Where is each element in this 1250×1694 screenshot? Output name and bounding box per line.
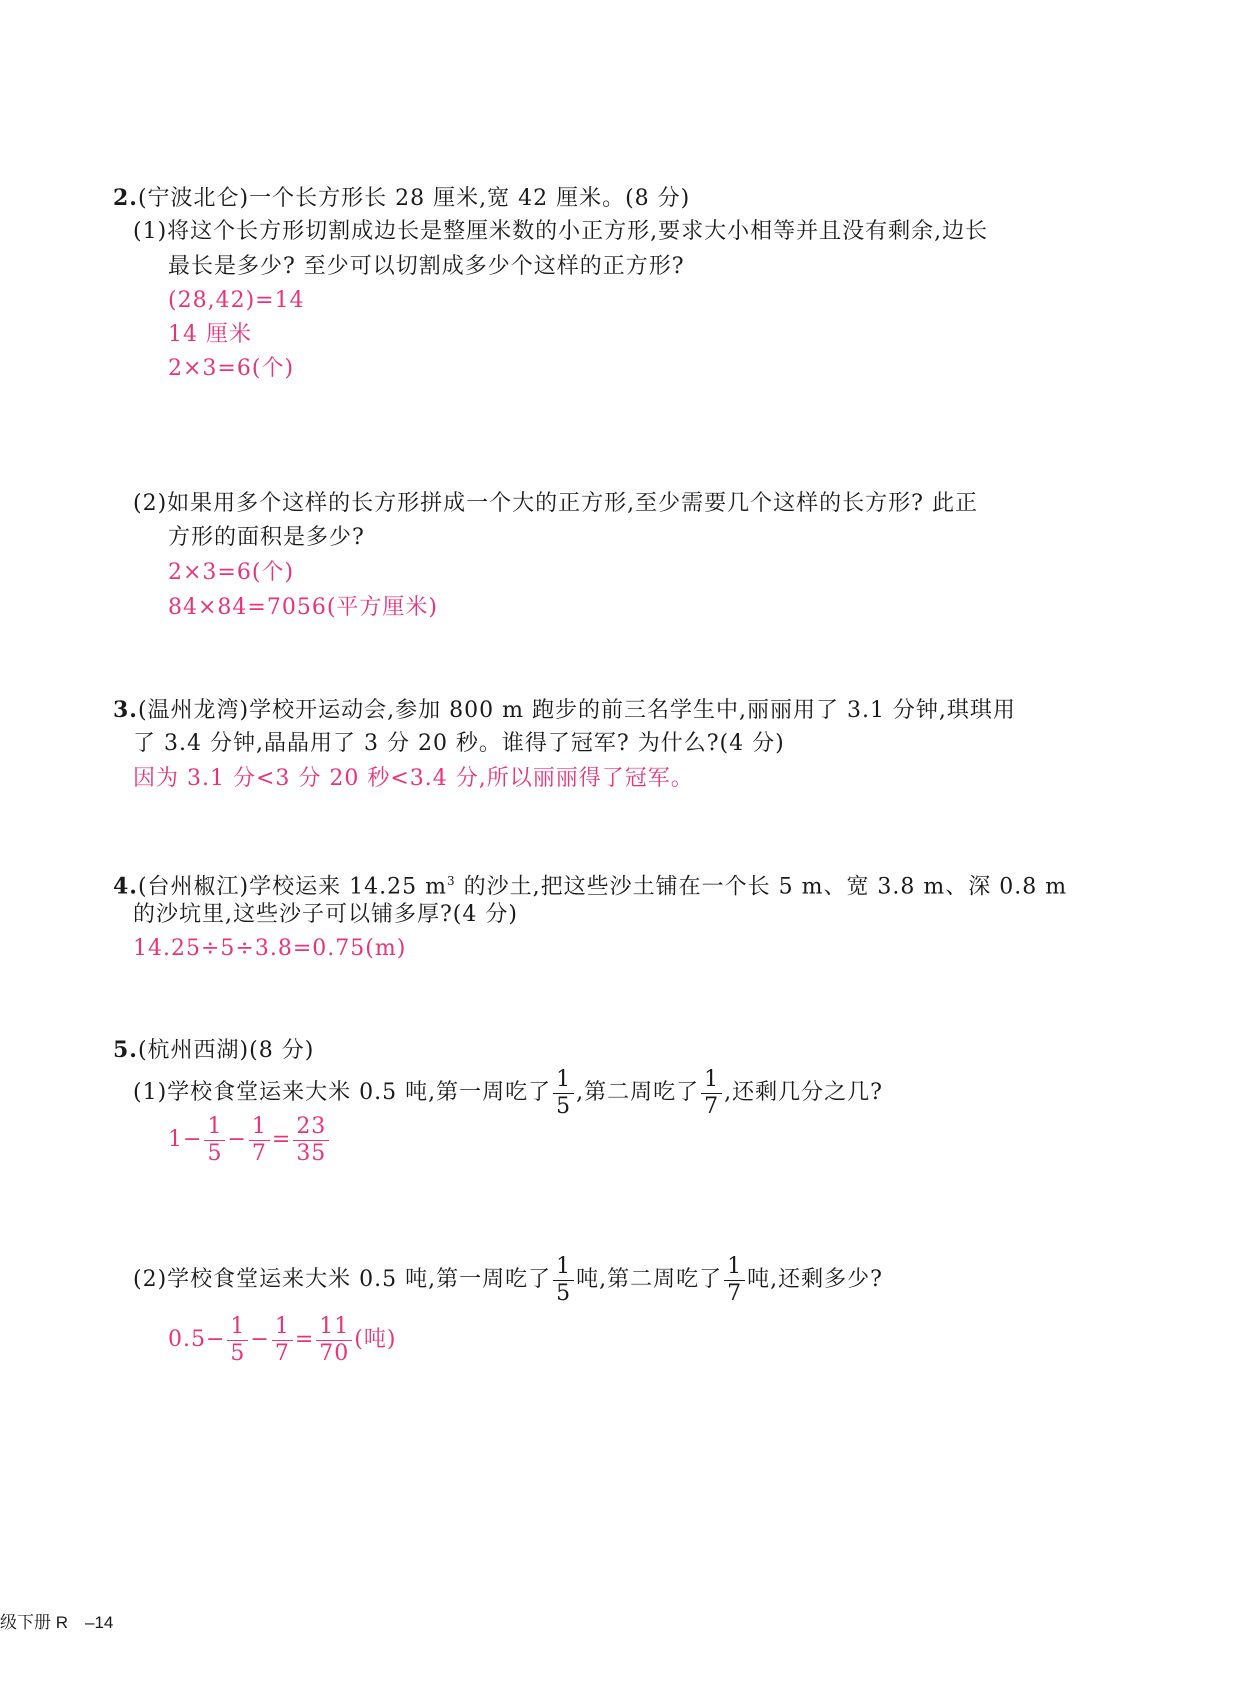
q2-sub2-line2: 方形的面积是多少? (168, 525, 365, 550)
page-footer: 级下册 R –14 (0, 1613, 114, 1632)
q2-sub1-line2: 最长是多少? 至少可以切割成多少个这样的正方形? (168, 254, 685, 279)
q5-sub2-question (133, 1253, 883, 1307)
q3-line2: 了 3.4 分钟,晶晶用了 3 分 20 秒。谁得了冠军? 为什么?(4 分) (133, 731, 785, 756)
q2-sub1-answer-2: 14 厘米 (168, 322, 252, 347)
q2-sub1-answer-3: 2×3=6(个) (168, 356, 295, 381)
fraction-one-fifth: $\frac{1}{5}$ (553, 1256, 574, 1305)
q5-number: 5. (113, 1037, 138, 1063)
q4-answer: 14.25÷5÷3.8=0.75(m) (133, 936, 407, 961)
q4-number: 4. (113, 873, 138, 900)
q5-sub1-answer: 1− $\frac{1}{5}$ − $\frac{1}{7}$ = $\frac{23}{35}$ (168, 1113, 331, 1167)
q5-sub1-question (133, 1066, 883, 1120)
q2-stem-text: (宁波北仑)一个长方形长 28 厘米,宽 42 厘米。(8 分) (137, 186, 691, 211)
answer-fraction-result: $\frac{23}{35}$ (293, 1116, 329, 1165)
q5-stem-text: (杭州西湖)(8 分) (137, 1038, 315, 1063)
q5-sub2-text-c: 吨,还剩多少? (747, 1267, 883, 1292)
q3-answer: 因为 3.1 分<3 分 20 秒<3.4 分,所以丽丽得了冠军。 (133, 766, 694, 791)
q5-sub1-text-a: (1)学校食堂运来大米 0.5 吨,第一周吃了 (133, 1080, 552, 1105)
q2-sub2-answer-2: 84×84=7056(平方厘米) (168, 595, 439, 620)
answer-fraction-result: $\frac{11}{70}$ (316, 1316, 352, 1365)
q5-sub2-answer: 0.5− $\frac{1}{5}$ − $\frac{1}{7}$ = $\frac{11}{70}$ (吨) (168, 1313, 397, 1366)
fraction-one-fifth: $\frac{1}{5}$ (553, 1069, 574, 1118)
q4-line1-text-b: 的沙土,把这些沙土铺在一个长 5 m、宽 3.8 m、深 0.8 m (455, 874, 1068, 900)
q2-sub2-line1: (2)如果用多个这样的长方形拼成一个大的正方形,至少需要几个这样的长方形? 此正 (133, 491, 978, 516)
answer-fraction-one-fifth: $\frac{1}{5}$ (204, 1116, 225, 1165)
q3-line1 (113, 693, 1016, 728)
q4-line1-text-a: (台州椒江)学校运来 14.25 m (137, 874, 447, 900)
answer-fraction-one-fifth: $\frac{1}{5}$ (227, 1316, 248, 1365)
q2-sub1-answer-1: (28,42)=14 (168, 288, 305, 313)
q2-sub1-line1: (1)将这个长方形切割成边长是整厘米数的小正方形,要求大小相等并且没有剩余,边长 (133, 219, 989, 244)
answer-fraction-one-seventh: $\frac{1}{7}$ (272, 1316, 293, 1365)
q5-sub2-text-b: 吨,第二周吃了 (576, 1267, 723, 1292)
q5-stem (113, 1033, 314, 1068)
q5-sub1-text-c: ,还剩几分之几? (724, 1080, 883, 1105)
q4-line2: 的沙坑里,这些沙子可以铺多厚?(4 分) (133, 902, 518, 927)
q2-stem (113, 181, 690, 216)
q3-line1-text: (温州龙湾)学校开运动会,参加 800 m 跑步的前三名学生中,丽丽用了 3.1 分钟,琪琪用 (137, 698, 1016, 723)
q2-number: 2. (113, 185, 138, 211)
q4-cubic-superscript: 3 (446, 874, 456, 888)
answer-fraction-one-seventh: $\frac{1}{7}$ (249, 1116, 270, 1165)
q5-sub1-text-b: ,第二周吃了 (576, 1080, 700, 1105)
q2-sub2-answer-1: 2×3=6(个) (168, 560, 295, 585)
fraction-one-seventh: $\frac{1}{7}$ (701, 1069, 722, 1118)
q3-number: 3. (113, 697, 138, 723)
fraction-one-seventh: $\frac{1}{7}$ (724, 1256, 745, 1305)
q5-sub2-text-a: (2)学校食堂运来大米 0.5 吨,第一周吃了 (133, 1267, 552, 1292)
